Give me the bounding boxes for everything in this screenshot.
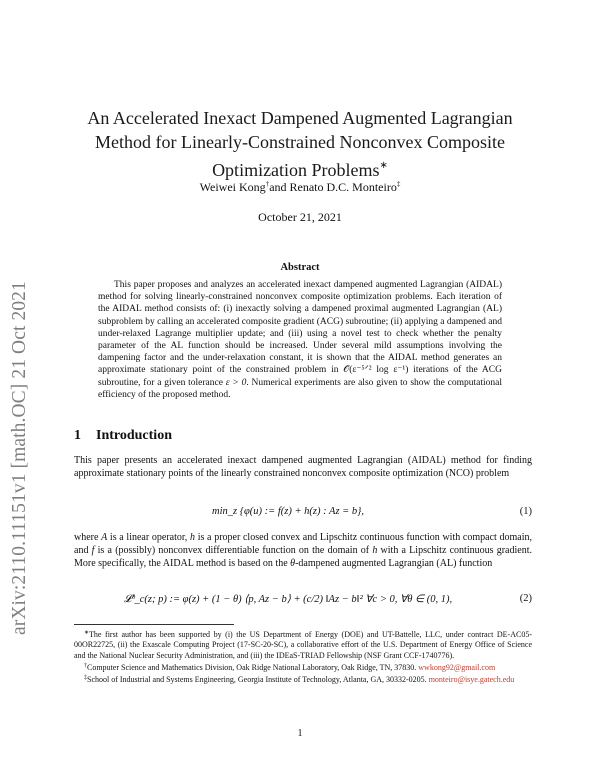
p2-e: with a Lipschitz continuous gradient. More specifically, the AIDAL method is based on the bbox=[74, 545, 532, 569]
footnote-monteiro-mark: ‡ bbox=[84, 675, 87, 682]
page-number: 1 bbox=[297, 728, 303, 739]
paper-date: October 21, 2021 bbox=[258, 210, 342, 224]
var-f: f bbox=[91, 545, 95, 556]
equation-1-number: (1) bbox=[519, 506, 532, 517]
footnote-funding-mark: ∗ bbox=[84, 630, 90, 636]
p2-a: where bbox=[74, 532, 102, 543]
p2-d: is a (possibly) nonconvex differentiable function on the domain of bbox=[94, 545, 373, 556]
var-A: A bbox=[101, 532, 108, 543]
p2-f: -dampened augmented Lagrangian (AL) function bbox=[295, 558, 493, 569]
section-number: 1 bbox=[74, 428, 81, 443]
var-h: h bbox=[190, 532, 195, 543]
var-h-2: h bbox=[372, 545, 378, 556]
equation-2 bbox=[74, 593, 532, 611]
footnote-divider bbox=[74, 624, 234, 625]
title-line-3 bbox=[75, 154, 525, 182]
abstract-text-c: . Numerical experiments are also given to show the computational efficiency of the proposed method. bbox=[98, 377, 502, 400]
footnote-kong-affiliation bbox=[74, 661, 532, 673]
author-list bbox=[75, 180, 525, 195]
intro-paragraph-1: This paper presents an accelerated inexact dampened augmented Lagrangian (AIDAL) method for finding approximate stationary points of the linearly constrained nonconvex composite optimization (NCO) problem bbox=[74, 455, 532, 479]
footnote-funding bbox=[74, 628, 532, 661]
p2-b: is a linear operator, bbox=[107, 532, 190, 543]
title-line-3-text: Optimization Problems bbox=[212, 160, 380, 180]
arxiv-identifier: arXiv:2110.11151v1 [math.OC] 21 Oct 2021 bbox=[9, 281, 30, 635]
tolerance-value: ε > 0 bbox=[225, 377, 247, 388]
footnote-monteiro-affiliation bbox=[74, 673, 532, 685]
title-footnote-mark[interactable]: ∗ bbox=[379, 160, 388, 171]
section-heading-introduction bbox=[74, 428, 534, 444]
title-line-2: Method for Linearly-Constrained Nonconvex Composite bbox=[95, 132, 505, 152]
section-title: Introduction bbox=[96, 428, 172, 443]
footnote-kong-text: Computer Science and Mathematics Division, Oak Ridge National Laboratory, Oak Ridge, TN, 37830. bbox=[87, 662, 417, 672]
var-theta: θ bbox=[290, 558, 296, 569]
footnote-kong-mark: † bbox=[84, 662, 87, 669]
footnotes bbox=[74, 628, 532, 685]
equation-1-body: min_z {φ(u) := f(z) + h(z) : Az = b}, bbox=[212, 506, 364, 517]
monteiro-email-link[interactable]: monteiro@isye.gatech.edu bbox=[428, 675, 515, 685]
p2-c: is a proper closed convex and Lipschitz continuous function with compact domain, and bbox=[74, 532, 532, 556]
author-kong-mark[interactable]: † bbox=[265, 180, 270, 188]
equation-2-number: (2) bbox=[519, 593, 532, 604]
author-monteiro-mark[interactable]: ‡ bbox=[396, 180, 401, 188]
kong-email-link[interactable]: wwkong92@gmail.com bbox=[418, 662, 496, 672]
abstract-text bbox=[98, 279, 502, 401]
equation-2-body: 𝓛ᶿ_c(z; p) := φ(z) + (1 − θ) ⟨p, Az − b⟩ + (c/2) ‖Az − b‖² ∀c > 0, ∀θ ∈ (0, 1), bbox=[123, 594, 453, 605]
author-monteiro: and Renato D.C. Monteiro bbox=[269, 180, 397, 194]
equation-1 bbox=[74, 506, 532, 524]
intro-paragraph-2 bbox=[74, 531, 532, 570]
abstract-heading: Abstract bbox=[280, 262, 320, 273]
abstract-text-a: This paper proposes and analyzes an accelerated inexact dampened augmented Lagrangian (AIDAL) method for solving linearly-constrained nonconvex composite optimization problems. Each iteration of the AIDAL method consists of: (i) inexactly solving a dampened proximal augmented Lagrangian (AL) subproblem by calling an accelerated composite gradient (ACG) subroutine; (ii) applying a dampened and under-relaxed Lagrange multiplier update; and (iii) using a novel test to check whether the penalty parameter of the AL function should be increased. Under several mild assumptions involving the dampening factor and the under-relaxation constant, it is shown that the AIDAL method generates an approximate stationary point of the constrained problem in bbox=[98, 280, 502, 376]
title-line-1: An Accelerated Inexact Dampened Augmented Lagrangian bbox=[87, 108, 513, 128]
complexity-bound: 𝒪(ε⁻⁵ᐟ² log ε⁻¹) bbox=[343, 365, 409, 376]
footnote-funding-text: The first author has been supported by (i) the US Department of Energy (DOE) and UT-Battelle, LLC, under contract DE-AC05-00OR22725, (ii) the Exascale Computing Project (17-SC-20-SC), a collaborative effort of the U.S. Department of Energy Office of Science and the National Nuclear Security Administration, and (iii) the IDEaS-TRIAD Fellowship (NSF Grant CCF-1740776). bbox=[74, 630, 532, 660]
abstract-text-b: iterations of the ACG subroutine, for a given tolerance bbox=[98, 365, 502, 388]
author-kong: Weiwei Kong bbox=[199, 180, 266, 194]
footnote-monteiro-text: School of Industrial and Systems Engineering, Georgia Institute of Technology, Atlanta, GA, 30332-0205. bbox=[87, 675, 427, 685]
paper-title bbox=[75, 106, 525, 182]
